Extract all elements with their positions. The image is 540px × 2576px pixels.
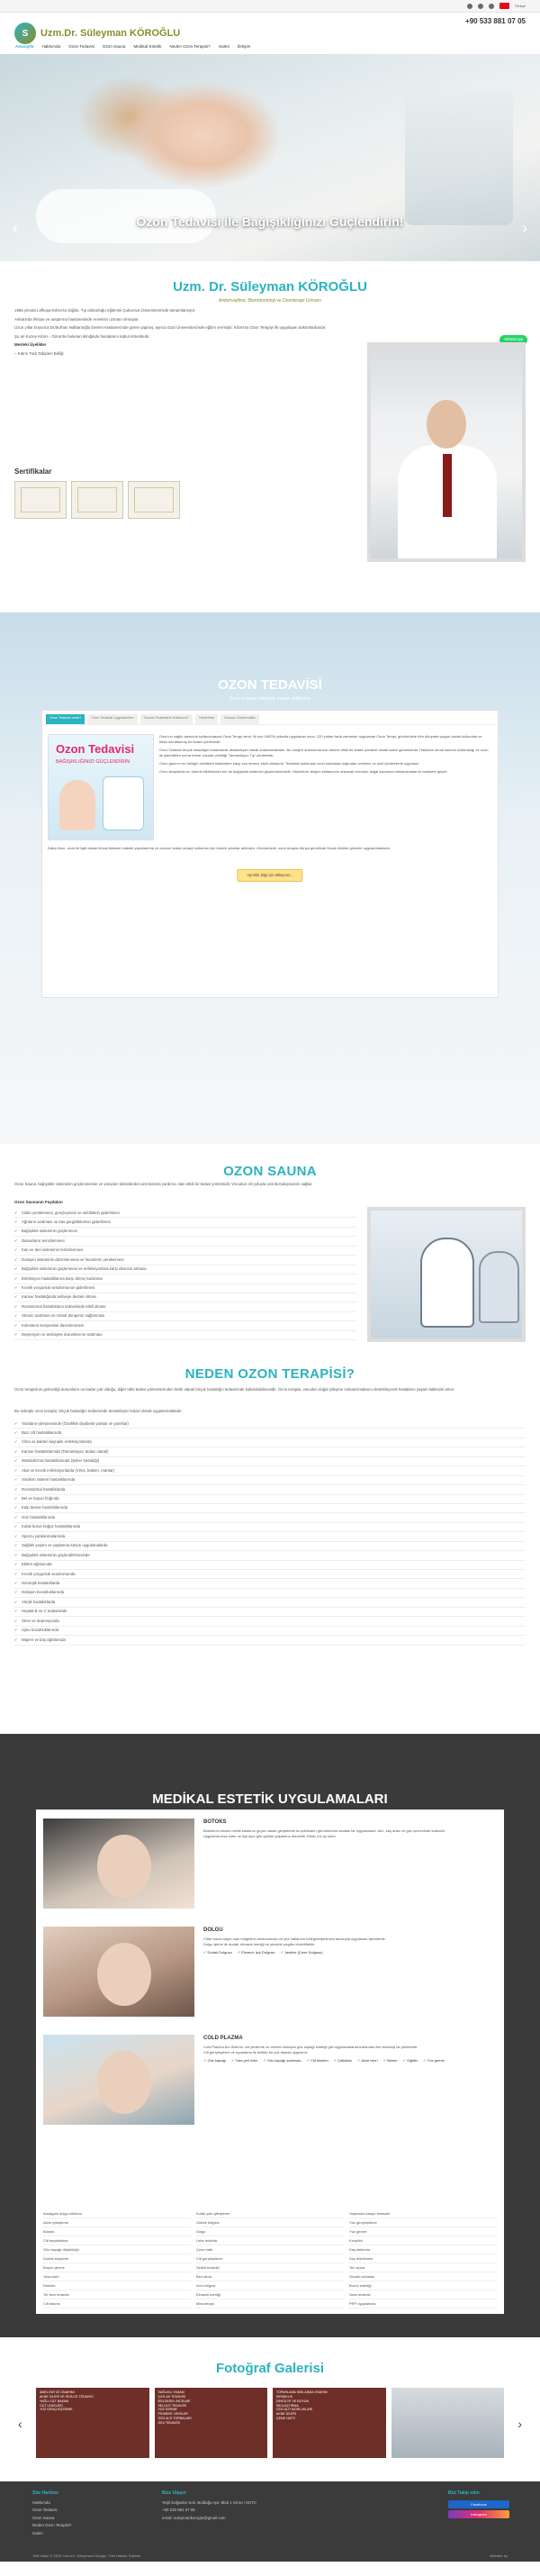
promo-subtitle: BAĞIŞIKLIĞINIZI GÜÇLENDİRİN — [56, 758, 130, 765]
site-logo[interactable] — [14, 23, 180, 44]
why-ozone-item: ✔ Kronik yorgunluk sendromunda — [14, 1570, 526, 1579]
nav-item-gallery[interactable]: Galeri — [218, 44, 230, 50]
ozone-footnote: Daha önce, ozon ile ilgili olarak birçok bilimsel makale yayınlanmış ve ozonun tedavi amaçlı kullanımı için önemli adımlar atılmıştır. Günümüzde, ozon terapisi dünya genelinde birçok klinikte güvenle uygulanmaktadır. — [48, 846, 392, 850]
gallery-caption-line: GÖZ ALTI MORLUKLARI — [276, 2408, 313, 2412]
treatment-item: Dolgu — [196, 2227, 344, 2236]
treatment-item: Dudak büyütme — [43, 2254, 191, 2263]
cold-plasma-option: ✔ Yara yeri izleri — [231, 2058, 257, 2064]
tab-application[interactable]: Ozon Tedavisi Uygulanırken — [87, 714, 137, 724]
gallery-caption-line: SIKILAŞTIRMA — [276, 2403, 299, 2408]
why-ozone-intro: Ozon terapisinin gelmediği durumların ne kadar çok olduğu, diğer tıbbi tedavi yöntemlerinden farklı olarak birçok hastalığın tedavisinde kullanılabilmesidir. Ozon terapisi, vücudun doğal iyileşme mekanizmalarını destekleyerek hastaların yaşam kalitesini artırır. — [14, 1387, 455, 1392]
medical-title: MEDİKAL ESTETİK UYGULAMALARI — [152, 1791, 388, 1807]
gallery-caption-line: ÇATLAK TEDAVİSİ — [158, 2394, 186, 2399]
botox-text: Botulinum toksini mimik kaslarını geçici olarak gevşeterek kırışıklıkların görünümünü azaltan bir uygulamadır. Alın, kaş arası ve göz çevresinde kullanılır. — [203, 1828, 446, 1833]
treatment-item: Selülit tedavisi — [196, 2263, 344, 2272]
sauna-benefit-item: ✔ Kan ve deri sisteminin temizlenmesi — [14, 1247, 356, 1256]
why-ozone-item: ✔ Sağlıklı yaşam ve yaşlanma karşıtı uygulamalarda — [14, 1542, 526, 1551]
bio-paragraph: Ankara'da ihtisas ve araştırma hastanesinde Anestezi uzmanı olmuştur. — [14, 316, 140, 322]
developer-credit[interactable]: Website by — [490, 2553, 508, 2558]
cold-plasma-option: ✔ Yüz germe — [423, 2058, 445, 2064]
treatment-item: Cilt bakımı — [43, 2299, 191, 2308]
gallery-caption-line: AMELİYAT İZİ ONARIMI — [40, 2390, 75, 2394]
hero-slider — [0, 54, 540, 261]
sauna-benefit-item: ✔ Bağışıklık sisteminin güçlenmesi ve enfeksiyonlara karşı direncin artması — [14, 1265, 356, 1274]
gallery-image[interactable] — [36, 2388, 149, 2458]
sauna-benefit-item: ✔ Stresin azalması ve ruhsal dengenin sağlanması — [14, 1312, 356, 1321]
why-ozone-list — [14, 1420, 526, 1646]
gallery-caption-line: YÜZ GERME — [158, 2408, 177, 2412]
nav-item-contact[interactable]: İletişim — [238, 44, 251, 50]
sauna-benefit-item: ✔ Depresyon ve anksiyete durumlarının azalması — [14, 1331, 356, 1340]
gallery-caption-line: YÜZ GENÇLEŞTİRME — [40, 2408, 73, 2412]
cold-plasma-text2: Cilt gençleştirme ve toparlama ile birlikte bir çok alanda uygulanır: — [203, 2050, 309, 2054]
treatment-item: Dekolte — [43, 2281, 191, 2290]
nav-item-ozone-sauna[interactable]: Ozon Sauna — [102, 44, 126, 50]
treatment-item: PRP uygulaması — [349, 2299, 497, 2308]
why-ozone-intro2: Bu sebeple ozon terapisi, birçok hastalığın tedavisinde destekleyici tedavi olarak uygulanmaktadır: — [14, 1409, 183, 1413]
cold-plasma-heading: COLD PLAZMA — [203, 2036, 243, 2041]
chevron-right-icon[interactable]: › — [518, 2417, 522, 2431]
why-ozone-item: ✔ Sindirim sistemi hastalıklarında — [14, 1476, 526, 1485]
why-ozone-item: ✔ Romatizmal hastalıklarda — [14, 1485, 526, 1494]
footer-email[interactable]: email: suleymankoroglu@gmail.com — [162, 2515, 226, 2520]
hero-title: Ozon Tedavisi ile Bağışıklığınızı Güçlendirin! — [136, 214, 404, 229]
ozone-promo-image — [48, 734, 154, 840]
treatment-item: Kaş kaldırma — [349, 2245, 497, 2254]
doctor-title: Uzm. Dr. Süleyman KÖROĞLU — [173, 279, 367, 295]
sauna-photo — [367, 1207, 526, 1342]
why-ozone-item: ✔ Yaraların iyileşmesinde (Özellikle diyabetik yaralar ve yanıklar) — [14, 1420, 526, 1429]
filler-block — [43, 1927, 497, 2026]
sauna-title: OZON SAUNA — [223, 1164, 317, 1179]
why-ozone-item: ✔ Stres ve depresyonda — [14, 1617, 526, 1626]
cold-plasma-option: ✔ Göz kapağı sarkması — [263, 2058, 301, 2064]
treatment-item: Yüz germe — [349, 2227, 497, 2236]
sauna-benefit-item: ✔ Damarların temizlenmesi — [14, 1237, 356, 1246]
medical-aesthetics-section — [0, 1734, 540, 2337]
sauna-benefits-label: Ozon Saunanın Faydaları — [14, 1200, 63, 1204]
logo-mark: S — [14, 23, 36, 44]
doctor-bio — [14, 308, 347, 360]
main-nav — [14, 43, 526, 51]
certificate-image[interactable] — [128, 481, 180, 519]
gallery-section — [0, 2337, 540, 2481]
more-info-button[interactable]: Ayrıntılı bilgi için tıklayınız... — [237, 869, 302, 882]
membership-heading: Mesleki Üyelikler — [14, 342, 47, 348]
why-ozone-item: ✔ Kalp damar hastalıklarında — [14, 1504, 526, 1513]
treatment-item: Ben alma — [196, 2272, 344, 2281]
cold-plasma-option: ✔ Göz kapağı — [203, 2058, 226, 2064]
instagram-icon[interactable] — [478, 4, 483, 9]
instagram-button[interactable]: Instagram — [448, 2510, 509, 2518]
gallery-caption-line: YAĞLI CİLT BAKIMI — [40, 2399, 68, 2403]
certificates-list — [14, 481, 180, 519]
ozone-sauna-section — [0, 1144, 540, 1351]
botox-block — [43, 1819, 497, 1918]
facebook-icon[interactable] — [467, 4, 472, 9]
why-ozone-title: NEDEN OZON TERAPİSİ? — [184, 1366, 356, 1382]
treatment-item: Gıdı bölgesi — [196, 2281, 344, 2290]
gallery-image[interactable] — [392, 2388, 505, 2458]
bio-paragraph: Uzun yıllar boyunca Dr.Burhan Nalbantoğlu Devlet Hastanesi'nde görev yapmış, ayrıca Gazi Üniversitesi'nde eğitim vermiştir. Kıbrıs'ta Ozon Terapiyi ilk uygulayan doktorlardandır. — [14, 325, 327, 331]
header — [0, 13, 540, 54]
footer-link[interactable]: Galeri — [32, 2530, 43, 2535]
brand-name: Uzm.Dr. Süleyman KÖROĞLU — [40, 27, 181, 39]
treatment-item: Amalgam dolgu sökümü — [43, 2209, 191, 2218]
sauna-intro: Ozon Sauna, bağışıklık sisteminin güçlenmesine ve vücudun toksinlerden arınmasına yardımcı olan etkili bir tedavi yöntemidir. Vücudun cilt yoluyla ozonla buluşmasını sağlar. — [14, 1182, 313, 1186]
sauna-benefits-list — [14, 1209, 356, 1340]
why-ozone-item: ✔ Eklem ağrılarında — [14, 1561, 526, 1570]
sauna-benefit-item: ✔ Kronik yorgunluk sendromunun giderilmesi — [14, 1284, 356, 1293]
treatment-item: Boyun germe — [43, 2263, 191, 2272]
ozone-paragraph: Ozon gazının en belirgin özellikleri bakterilere karşı son derece etkili olmasıdır. Tedavide kullanılan ozon hastalara doğrudan verilmez ve özel yöntemlerle uygulanır. — [159, 761, 420, 766]
why-ozone-item: ✔ Migren ve baş ağrılarında — [14, 1636, 526, 1645]
why-ozone-item: ✔ Nörolojik hastalıklarda — [14, 1579, 526, 1588]
turkey-flag-icon[interactable] — [500, 3, 509, 9]
ozone-tab-panel — [41, 710, 499, 998]
cold-plasma-photo — [43, 2035, 194, 2125]
treatment-item: Cilt beyazlatma — [43, 2236, 191, 2245]
gallery-caption-line: GIDI TEDAVİSİ — [158, 2420, 180, 2425]
footer-social — [448, 2490, 511, 2520]
tab-usage[interactable]: Ozonlu Tedavilerin Kullanımı? — [140, 714, 193, 724]
tab-methods[interactable]: Yöntemler — [195, 714, 218, 724]
doctor-photo — [367, 342, 526, 562]
treatment-item: Akne iyileştirme — [43, 2218, 191, 2227]
treatment-item: Ten açma — [349, 2263, 497, 2272]
footer-link[interactable]: Hakkımda — [32, 2499, 50, 2505]
copyright: Telif Hakkı © 2025 Uzm.Dr. Süleyman Köroğlu. Tüm Hakları Saklıdır. — [32, 2553, 142, 2558]
ozone-paragraph: Ozon terapisinin en önemli etkilerinden biri de bağışıklık sistemini güçlendirmesidir. Hücrelerin oksijen kullanımını artırarak vücudun doğal savunma mekanizmalarını harekete geçirir. — [159, 769, 448, 774]
botox-text2: Uygulama kısa sürer ve kişi aynı gün günlük yaşamına dönebilir. Etkisi 4-6 ay sürer. — [203, 1834, 337, 1838]
treatment-item: Yüz gençleştirme — [349, 2218, 497, 2227]
filler-photo — [43, 1927, 194, 2017]
gallery-image[interactable] — [155, 2388, 268, 2458]
certificate-image[interactable] — [71, 481, 123, 519]
why-ozone-item: ✔ Hepatit B ve C tedavisinde — [14, 1608, 526, 1617]
sauna-benefit-item: ✔ Bağışıklık sisteminin güçlenmesi — [14, 1228, 356, 1237]
gallery-caption-line: ÇENE HATTI — [276, 2417, 296, 2421]
why-ozone-item: ✔ Bel ve boyun fıtığında — [14, 1495, 526, 1504]
tab-what-is-ozone[interactable]: Ozon Tedavisi nedir? — [46, 714, 85, 724]
language-select[interactable]: Türkçe — [514, 3, 526, 8]
gallery-caption-line: PİGMENT LEKELER — [158, 2412, 188, 2417]
treatment-item: Yaşlanma karşıtı tedaviler — [349, 2209, 497, 2218]
cold-plasma-option: ✔ Akne izleri — [357, 2058, 378, 2064]
nav-item-ozone-therapy[interactable]: Ozon Tedavisi — [68, 44, 94, 50]
header-phone[interactable]: +90 533 881 07 05 — [465, 17, 526, 25]
sauna-benefit-item: ✔ Enfeksiyon hastalıklarına karşı direnç kazanma — [14, 1274, 356, 1283]
gallery-track — [36, 2388, 504, 2458]
treatment-item: Elmacık kemiği — [196, 2290, 344, 2299]
treatment-item: Burun estetiği — [349, 2281, 497, 2290]
ozone-paragraph: Ozon Tedavisi birçok hastalığın tedavisinde destekleyici olarak kullanılmaktadır. Bu oksijen anlamında son derece etkili bir tedavi yöntemi olarak kabul görmektedir. Hastanın kendi kanının kullanıldığı ve ozon ile işlendikten sonra tekrar vücuda verildiği 'Tamamlayıcı Tıp' yöntemidir. — [159, 748, 489, 757]
cold-plasma-option: ✔ Siğiller — [403, 2058, 418, 2064]
sauna-benefit-item: ✔ Dolaşım sisteminin düzenlenmesi ve hücrelerin yenilenmesi — [14, 1256, 356, 1265]
treatments-table — [43, 2209, 497, 2308]
why-ozone-section — [0, 1351, 540, 1734]
top-bar — [0, 0, 540, 13]
treatment-item: Mezoterapi — [196, 2299, 344, 2308]
why-ozone-item: ✔ Sporcu yaralanmalarında — [14, 1532, 526, 1541]
membership-item: – Kıbrıs Türk Tabipleri Birliği — [14, 351, 64, 357]
promo-title: Ozon Tedavisi — [56, 742, 135, 756]
gallery-caption-line: AKNE İZLERİ VE SİVİLCE TEDAVİSİ — [40, 2394, 94, 2399]
cold-plasma-options — [203, 2058, 497, 2064]
filler-text2: Dolgu işlemi ile dudak, elmacık kemiği ve yüzdeki çizgiler düzeltilebilir. — [203, 1942, 316, 1946]
sauna-benefit-item: ✔ Kanser hastalığında tedaviye destek olması — [14, 1293, 356, 1302]
why-ozone-item: ✔ Uyku bozukluklarında — [14, 1627, 526, 1636]
botox-heading: BOTOKS — [203, 1819, 227, 1825]
filler-text: Ciltte hacim kaybı olan bölgelerin doldurulması ve yüz hatlarının belirginleştirilmesi amacıyla uygulanan işlemlerdir. — [203, 1937, 386, 1941]
footer-link[interactable]: Neden Ozon Terapisi? — [32, 2523, 72, 2528]
why-ozone-item: ✔ Dolaşım bozukluklarında — [14, 1589, 526, 1598]
sauna-benefit-item: ✔ Ağrıların azalması ve kas gerginliklerinin giderilmesi — [14, 1218, 356, 1227]
gallery-caption-line: GÖZ ALTI TORBALARI — [158, 2417, 192, 2421]
cold-plasma-option: ✔ Çatlaklar — [334, 2058, 352, 2064]
treatment-item: Göbek bölgesi — [196, 2218, 344, 2227]
gallery-caption-line: DEKOLTE VE BOYUN — [276, 2399, 310, 2403]
filler-options — [203, 1950, 497, 1955]
nav-item-medical-aesthetics[interactable]: Medikal Estetik — [133, 44, 162, 50]
why-ozone-item: ✔ Göz hastalıklarında — [14, 1513, 526, 1522]
certificate-image[interactable] — [14, 481, 67, 519]
sauna-benefit-item: ✔ Romatizmal hastalıkların tedavisinde etkili olması — [14, 1302, 356, 1311]
filler-option: ✔ Jawline (Çene Dolgusu) — [281, 1950, 323, 1955]
medical-content — [36, 1810, 504, 2314]
treatment-item: Kırışıklık — [349, 2236, 497, 2245]
chevron-right-icon[interactable]: › — [522, 219, 527, 237]
treatment-item: Varis tedavisi — [349, 2290, 497, 2299]
chevron-left-icon[interactable]: ‹ — [13, 219, 18, 237]
sauna-benefit-item: ✔ Cildin yenilenmesi, gençleşmesi ve selülitlerin giderilmesi — [14, 1209, 356, 1218]
cold-plasma-option: ✔ Benler — [383, 2058, 398, 2064]
tab-contraindications[interactable]: Ozonun Kontrendike — [220, 714, 259, 724]
gallery-caption-line: BÖLGESEL İNCELME — [158, 2399, 191, 2403]
gallery-caption-line: KIRIŞIKLIK — [276, 2394, 293, 2399]
footer-sitemap-heading: Site Haritası — [32, 2490, 58, 2496]
filler-option: ✔ Dudak Dolgusu — [203, 1950, 232, 1955]
footer-phone[interactable]: +90 533 881 07 05 — [162, 2508, 195, 2513]
footer-sitemap — [32, 2490, 167, 2539]
gallery-title: Fotoğraf Galerisi — [215, 2361, 325, 2376]
gallery-caption-line: CİLT LEKELERİ — [40, 2403, 63, 2408]
gallery-caption-line: SELÜLİT TEDAVİSİ — [158, 2403, 187, 2408]
ozone-paragraph: Ozon'un sağlık alanında kullanılmasına Ozon Terapi denir. İlk kez 1800'lü yıllarda uygulanan ozon, 120 yıldan fazla zamandır uygulanan Ozon Terapi, günümüzde tüm dünyada yaygın olarak kullanılan ve etkisi kanıtlanmış bir tedavi yöntemidir. — [159, 734, 482, 744]
bio-paragraph: 1966 yılında Lefkoşa-Kıbrıs'ta doğdu. Tıp doktorluğu eğitimini Çukurova Üniversitesi'nde tamamlamıştır. — [14, 308, 196, 313]
doctor-section — [0, 261, 540, 612]
ozone-title: OZON TEDAVİSİ — [218, 677, 322, 693]
footer-link[interactable]: Ozon Sauna — [32, 2515, 55, 2520]
footer-address: Yeşil Doğanlar Sok. Bulduğu Apt. Blok 1 Girne / KKTC — [162, 2499, 257, 2505]
treatment-item: Saç dökülmesi — [349, 2254, 497, 2263]
treatment-item: Kulak yolu iyileştirme — [196, 2209, 344, 2218]
treatment-item: Göz kapağı düşüklüğü — [43, 2245, 191, 2254]
treatment-item: Botoks — [43, 2227, 191, 2236]
gallery-caption-line: SAĞLIKLI YAŞAM — [158, 2390, 184, 2394]
treatment-item: Cilt gençleştirme — [196, 2254, 344, 2263]
treatment-item: Çene hattı — [196, 2245, 344, 2254]
nav-item-about[interactable]: Hakkımda — [41, 44, 61, 50]
sauna-benefit-item: ✔ Kolesterol seviyesinin düzenlenmesi — [14, 1321, 356, 1330]
treatment-item: Leke tedavisi — [196, 2236, 344, 2245]
cold-plasma-text: Cold Plazma Arc Sistemi, cilt yenileme ve cerrahi olmayan göz kapağı estetiği gibi uygulamalarda kullanılan ileri teknoloji bir yöntemdir. — [203, 2045, 418, 2049]
why-ozone-item: ✔ Akut ve kronik enfeksiyonlarda (Virüs, bakteri, mantar) — [14, 1466, 526, 1475]
gallery-caption-line: TOPARLAMA SIKILAŞMA ONARIM — [276, 2390, 328, 2394]
nav-item-why-ozone[interactable]: Neden Ozon Terapisi? — [169, 44, 211, 50]
treatment-item: Gözaltı torbaları — [349, 2272, 497, 2281]
gallery-image[interactable] — [273, 2388, 386, 2458]
footer — [0, 2481, 540, 2562]
treatment-item: Ter bezi tedavisi — [43, 2290, 191, 2299]
footer-contact — [162, 2490, 288, 2523]
whatsapp-button[interactable]: WhatsApp — [500, 335, 527, 345]
certificates-heading: Sertifikalar — [14, 467, 52, 476]
ozone-text — [159, 734, 490, 777]
why-ozone-item: ✔ Alerjik hastalıklarda — [14, 1598, 526, 1607]
ozone-subtitle: Ozon tedavisi hakkında merak ettikleriniz — [229, 695, 311, 702]
botox-photo — [43, 1819, 194, 1909]
why-ozone-item: ✔ Kulak burun boğaz hastalıklarında — [14, 1523, 526, 1532]
filler-heading: DOLGU — [203, 1927, 223, 1933]
whatsapp-icon[interactable] — [489, 4, 494, 9]
cold-plasma-block — [43, 2035, 497, 2134]
ozone-tabs — [42, 711, 498, 725]
filler-option: ✔ Elmacık Işık Dolgusu — [238, 1950, 275, 1955]
nav-item-home[interactable]: Anasayfa — [15, 44, 34, 50]
why-ozone-item: ✔ Bazı cilt hastalıklarında — [14, 1429, 526, 1438]
footer-social-heading: Bizi Takip edin — [448, 2490, 480, 2496]
cold-plasma-option: ✔ Cilt lekeleri — [307, 2058, 328, 2064]
footer-link[interactable]: Ozon Tedavisi — [32, 2508, 58, 2513]
chevron-left-icon[interactable]: ‹ — [18, 2417, 22, 2431]
why-ozone-item: ✔ Metabolizma hastalıklarında (Şeker hastalığı) — [14, 1457, 526, 1466]
ozone-therapy-section — [0, 612, 540, 1144]
bio-paragraph: Şu an Kuzey Kıbrıs - Girne'de bulunan kliniğinde hastalarını kabul etmektedir. — [14, 333, 150, 339]
why-ozone-item: ✔ Virüs ve bakteri kaynaklı enfeksiyonlarda — [14, 1438, 526, 1447]
footer-contact-heading: Bize Ulaşın — [162, 2490, 186, 2496]
doctor-subtitle: Antienvejilme, Biorödontoloji ve Ozonterapi Uzmanı — [219, 297, 321, 304]
why-ozone-item: ✔ Bağışıklık sisteminin güçlendirilmesinde — [14, 1551, 526, 1560]
gallery-caption-line: AKNE İZLERİ — [276, 2412, 296, 2417]
why-ozone-item: ✔ Kanser hastalıklarında (Tamamlayıcı tedavi olarak) — [14, 1447, 526, 1456]
facebook-button[interactable]: Facebook — [448, 2500, 509, 2508]
treatment-item: Yara izleri — [43, 2272, 191, 2281]
